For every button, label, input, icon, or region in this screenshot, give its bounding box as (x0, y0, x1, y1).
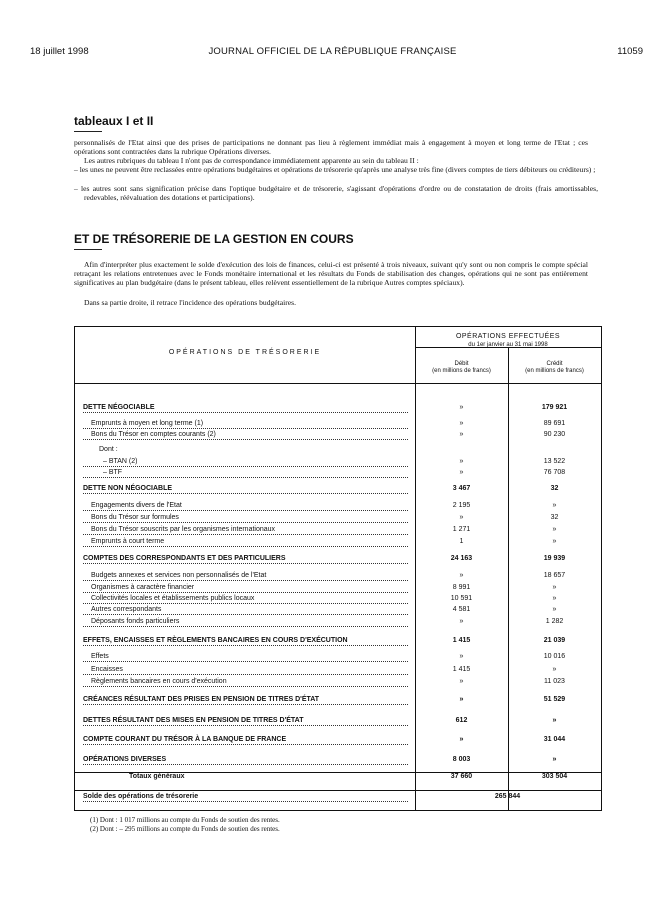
row-debit: 1 415 (452, 637, 471, 644)
row-label: Autres correspondants (91, 606, 162, 613)
row-credit: » (552, 502, 557, 509)
table-row (75, 502, 601, 514)
row-label: Emprunts à moyen et long terme (1) (91, 420, 204, 427)
table-row (75, 666, 601, 678)
debit-unit: (en millions de francs) (432, 368, 491, 375)
row-debit: » (459, 678, 464, 685)
balance-value: 265 844 (494, 793, 521, 800)
operations-effectuees-period: du 1er janvier au 31 mai 1998 (468, 342, 548, 348)
header-journal-title: JOURNAL OFFICIEL DE LA RÉPUBLIQUE FRANÇAISE (208, 46, 457, 57)
table-row (75, 653, 601, 665)
row-label: Budgets annexes et services non personnalisés de l'Etat (91, 572, 267, 579)
debit-label: Débit (454, 361, 469, 367)
row-credit: » (552, 666, 557, 673)
row-debit: 1 271 (452, 526, 471, 533)
row-debit: 1 415 (452, 666, 471, 673)
row-label: Bons du Trésor souscrits par les organismes internationaux (91, 526, 276, 533)
header-date: 18 juillet 1998 (30, 46, 89, 57)
row-credit: 179 921 (541, 404, 568, 411)
row-debit: 24 163 (450, 555, 473, 562)
table-row (75, 555, 601, 567)
row-label: CRÉANCES RÉSULTANT DES PRISES EN PENSION DE TITRES D'ÉTAT (83, 696, 320, 703)
bullet-2: – les autres sont sans signification précise dans l'optique budgétaire et de trésorerie, s'agissant d'opérations d'ordre ou de constatation de droits (frais amortissables, redevables, réévaluation des dotations et participations). (74, 184, 598, 203)
row-credit: » (552, 526, 557, 533)
row-label: Effets (91, 653, 109, 660)
row-credit: 51 529 (543, 696, 566, 703)
title-underline (74, 249, 102, 250)
row-credit: 10 016 (543, 653, 566, 660)
row-credit: » (552, 538, 557, 545)
row-credit: 19 939 (543, 555, 566, 562)
table-row (75, 696, 601, 708)
row-debit: » (459, 431, 464, 438)
table-row (75, 572, 601, 584)
table-row (75, 526, 601, 538)
row-label: DETTE NÉGOCIABLE (83, 404, 155, 411)
row-credit: 13 522 (543, 458, 566, 465)
row-debit: » (459, 469, 464, 476)
table-row (75, 514, 601, 526)
table-row (75, 717, 601, 729)
row-label: COMPTES DES CORRESPONDANTS ET DES PARTICULIERS (83, 555, 286, 562)
row-label: Dont : (99, 446, 118, 453)
row-credit: 31 044 (543, 736, 566, 743)
row-label: Emprunts à court terme (91, 538, 165, 545)
row-debit: 4 581 (452, 606, 471, 613)
operations-effectuees-header (415, 333, 601, 349)
row-debit: 37 660 (450, 773, 473, 780)
row-label: Règlements bancaires en cours d'exécution (91, 678, 227, 685)
table-row (75, 446, 601, 458)
footnote-2: (2) Dont : – 295 millions au compte du Fonds de soutien des rentes. (90, 825, 280, 833)
row-credit: » (552, 595, 557, 602)
table-row (75, 618, 601, 630)
row-label: OPÉRATIONS DIVERSES (83, 756, 167, 763)
table-row (75, 606, 601, 618)
footnote-1: (1) Dont : 1 017 millions au compte du Fonds de soutien des rentes. (90, 816, 280, 824)
paragraph-4: Dans sa partie droite, il retrace l'incidence des opérations budgétaires. (84, 298, 297, 307)
table-row (75, 756, 601, 768)
row-credit: 303 504 (541, 773, 568, 780)
row-debit: » (459, 653, 464, 660)
row-debit: 1 (459, 538, 464, 545)
row-credit: » (552, 717, 557, 724)
totals-rule (75, 790, 601, 791)
title-underline (74, 131, 102, 132)
table-row (75, 431, 601, 443)
row-debit: » (459, 420, 464, 427)
header-page-number: 11059 (617, 46, 643, 57)
operations-effectuees-title: OPÉRATIONS EFFECTUÉES (455, 333, 561, 340)
row-label: – BTAN (2) (103, 458, 138, 465)
debit-header (415, 361, 508, 376)
row-credit: 76 708 (543, 469, 566, 476)
table-row (75, 469, 601, 481)
row-label: EFFETS, ENCAISSES ET RÈGLEMENTS BANCAIRES EN COURS D'EXÉCUTION (83, 637, 348, 644)
table-row-totals (75, 773, 601, 785)
row-credit: » (552, 584, 557, 591)
row-label: Encaisses (91, 666, 123, 673)
row-debit: » (459, 696, 464, 703)
row-debit: 3 467 (452, 485, 471, 492)
operations-header: OPÉRATIONS DE TRÉSORERIE (168, 349, 322, 356)
row-label: Solde des opérations de trésorerie (83, 793, 199, 800)
row-credit: 89 691 (543, 420, 566, 427)
row-label: Bons du Trésor en comptes courants (2) (91, 431, 216, 438)
row-label: Organismes à caractère financier (91, 584, 195, 591)
paragraph-2: Les autres rubriques du tableau I n'ont pas de correspondance immédiatement apparente au sein du tableau II : (84, 156, 419, 165)
row-credit: 32 (550, 514, 559, 521)
row-label: DETTE NON NÉGOCIABLE (83, 485, 173, 492)
row-label: Bons du Trésor sur formules (91, 514, 179, 521)
row-debit: 10 591 (450, 595, 473, 602)
row-debit: » (459, 458, 464, 465)
credit-label: Crédit (546, 361, 563, 367)
treasury-table (74, 326, 602, 811)
table-row (75, 637, 601, 649)
row-credit: 1 282 (545, 618, 564, 625)
credit-unit: (en millions de francs) (525, 368, 584, 375)
row-label: Collectivités locales et établissements publics locaux (91, 595, 255, 602)
row-debit: » (459, 404, 464, 411)
table-row (75, 404, 601, 416)
credit-header (508, 361, 601, 376)
row-debit: » (459, 618, 464, 625)
header-rule (75, 383, 601, 384)
row-label: Engagements divers de l'Etat (91, 502, 182, 509)
row-credit: 32 (550, 485, 559, 492)
row-debit: 612 (455, 717, 468, 724)
table-row (75, 485, 601, 497)
row-debit: 2 195 (452, 502, 471, 509)
row-credit: 18 657 (543, 572, 566, 579)
bullet-1: – les unes ne peuvent être reclassées entre opérations budgétaires et opérations de trésorerie qu'après une analyse très fine (divers comptes de tiers débiteurs ou créditeurs) ; (74, 165, 596, 174)
paragraph-1: personnalisés de l'Etat ainsi que des prises de participations ne donnant pas lieu à règlement immédiat mais à engagement à moyen et long terme de l'Etat ; ces opérations sont contractées dans la rubrique Opérations diverses. (74, 138, 588, 157)
row-debit: » (459, 736, 464, 743)
row-label: DETTES RÉSULTANT DES MISES EN PENSION DE TITRES D'ÉTAT (83, 717, 304, 724)
section-title-tresorerie: ET DE TRÉSORERIE DE LA GESTION EN COURS (74, 232, 354, 246)
table-row-balance (75, 793, 601, 805)
row-label: Déposants fonds particuliers (91, 618, 180, 625)
row-label: – BTF (103, 469, 123, 476)
row-debit: 8 003 (452, 756, 471, 763)
row-credit: 21 039 (543, 637, 566, 644)
table-row (75, 736, 601, 748)
row-credit: » (552, 606, 557, 613)
paragraph-3: Afin d'interpréter plus exactement le solde d'exécution des lois de finances, celui-ci est présenté à trois niveaux, suivant qu'y sont ou non compris le compte spécial retraçant les relations entretenues avec le Fonds monétaire international et les résultats du Fonds de stabilisation des changes, opérations qui ne sont pas entièrement significatives au plan budgétaire (dans le présent tableau, elles relèvent essentiellement de la rubrique Autres comptes spéciaux). (74, 260, 588, 288)
row-credit: » (552, 756, 557, 763)
row-debit: 8 991 (452, 584, 471, 591)
table-row (75, 538, 601, 550)
row-credit: 11 023 (544, 678, 565, 685)
row-debit: » (459, 514, 464, 521)
section-title-tableaux: tableaux I et II (74, 114, 154, 128)
row-label: Totaux généraux (129, 773, 185, 780)
row-credit: 90 230 (543, 431, 566, 438)
row-label: COMPTE COURANT DU TRÉSOR À LA BANQUE DE FRANCE (83, 736, 287, 743)
table-row (75, 678, 601, 690)
row-debit: » (459, 572, 464, 579)
